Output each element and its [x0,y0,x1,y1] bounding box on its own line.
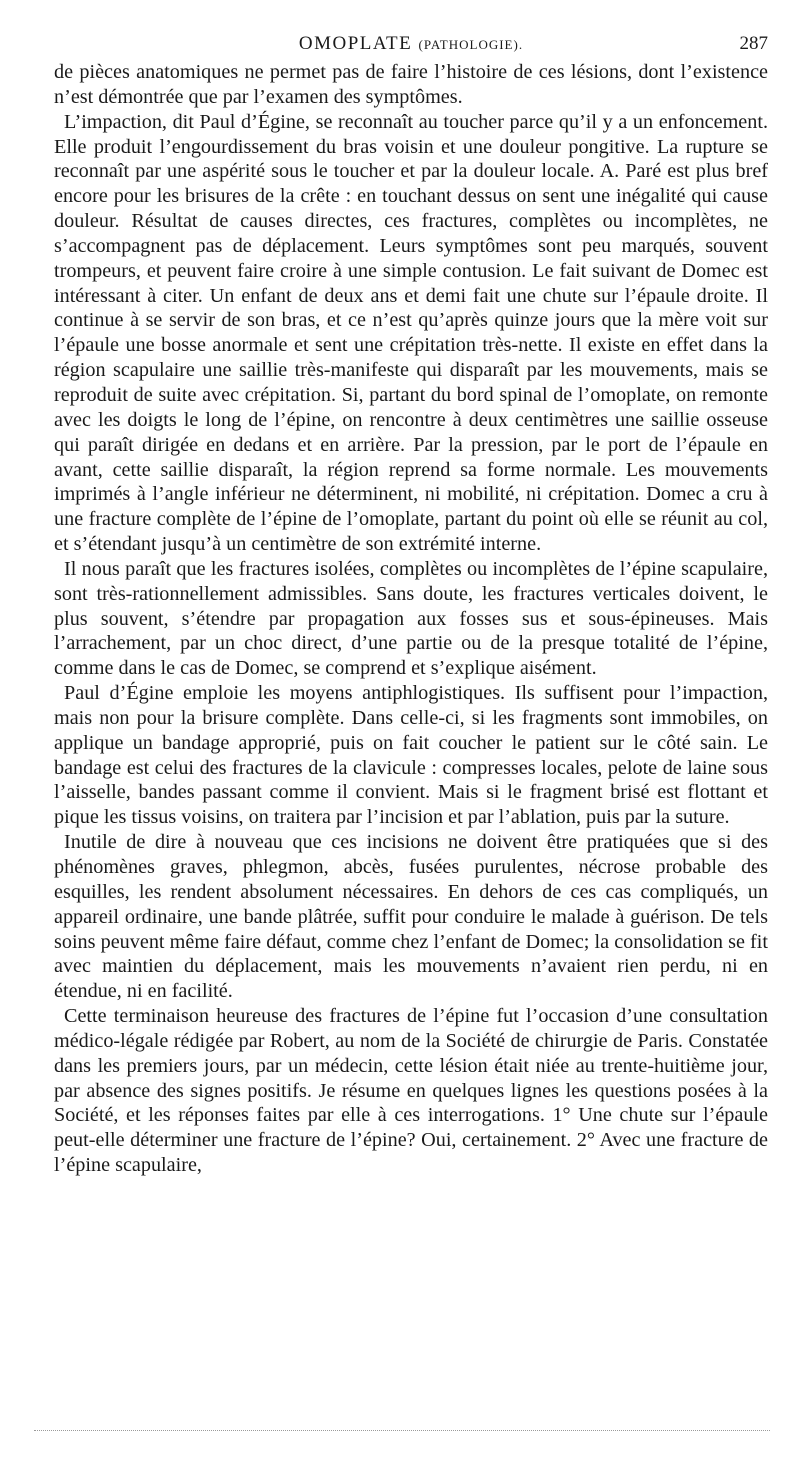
paragraph: L’impaction, dit Paul d’Égine, se reconnaît au toucher parce qu’il y a un enfoncement. Elle produit l’engourdissement du bras voisin et une douleur pongitive. La rupture se reconnaît par une aspérité sous le toucher et par la douleur locale. A. Paré est plus bref encore pour les brisures de la crête : en touchant dessus on sent une inégalité qui cause douleur. Résultat de causes directes, ces fractures, complètes ou incomplètes, ne s’accompagnent pas de déplacement. Leurs symptômes sont peu marqués, souvent trompeurs, et peuvent faire croire à une simple contusion. Le fait suivant de Domec est intéressant à citer. Un enfant de deux ans et demi fait une chute sur l’épaule droite. Il continue à se servir de son bras, et ce n’est qu’après quinze jours que la mère voit sur l’épaule une bosse anormale et sent une crépitation très-nette. Il existe en effet dans la région scapulaire une saillie très-manifeste qui disparaît par les mouvements, mais se reproduit de suite avec crépitation. Si, partant du bord spinal de l’omoplate, on remonte avec les doigts le long de l’épine, on rencontre à deux centimètres une saillie osseuse qui paraît dirigée en dedans et en arrière. Par la pression, par le port de l’épaule en avant, cette saillie disparaît, la région reprend sa forme normale. Les mouvements imprimés à l’angle inférieur ne déterminent, ni mobilité, ni crépitation. Domec a cru à une fracture complète de l’épine de l’omoplate, partant du point où elle se réunit au col, et s’étendant jusqu’à un centimètre de son extrémité interne. [54,110,768,556]
body-text [54,60,768,1178]
paragraph: Cette terminaison heureuse des fractures de l’épine fut l’occasion d’une consultation médico-légale rédigée par Robert, au nom de la Société de chirurgie de Paris. Constatée dans les premiers jours, par un médecin, cette lésion était niée au trente-huitième jour, par absence des signes positifs. Je résume en quelques lignes les questions posées à la Société, et les réponses faites par elle à ces interrogations. 1° Une chute sur l’épaule peut-elle déterminer une fracture de l’épine? Oui, certainement. 2° Avec une fracture de l’épine scapulaire, [54,1005,768,1177]
paragraph: Inutile de dire à nouveau que ces incisions ne doivent être pratiquées que si des phénomènes graves, phlegmon, abcès, fusées purulentes, nécrose probable des esquilles, les rendent absolument nécessaires. En dehors de ces cas compliqués, un appareil ordinaire, une bande plâtrée, suffit pour conduire le malade à guérison. De tels soins peuvent même faire défaut, comme chez l’enfant de Domec; la consolidation se fit avec maintien du déplacement, mais les mouvements n’avaient rien perdu, ni en étendue, ni en facilité. [54,831,768,1003]
paragraph: Il nous paraît que les fractures isolées, complètes ou incomplètes de l’épine scapulaire, sont très-rationnellement admissibles. Sans doute, les fractures verticales doivent, le plus souvent, s’étendre par propagation aux fosses sus et sous-épineuses. Mais l’arrachement, par un choc direct, d’une partie ou de la presque totalité de l’épine, comme dans le cas de Domec, se comprend et s’explique aisément. [54,557,768,680]
page-number: 287 [739,33,768,54]
footer-rule [34,1430,770,1431]
running-title [54,33,768,55]
paragraph-continued: de pièces anatomiques ne permet pas de faire l’histoire de ces lésions, dont l’existence n’est démontrée que par l’examen des symptômes. [54,61,768,108]
chapter-title: OMOPLATE [298,33,413,54]
chapter-subtitle: (PATHOLOGIE). [418,37,524,52]
running-head [54,33,768,57]
paragraph: Paul d’Égine emploie les moyens antiphlogistiques. Ils suffisent pour l’impaction, mais non pour la brisure complète. Dans celle-ci, si les fragments sont immobiles, on applique un bandage approprié, puis on fait coucher le patient sur le côté sain. Le bandage est celui des fractures de la clavicule : compresses locales, pelote de laine sous l’aisselle, bandes passant comme il convient. Mais si le fragment brisé est flottant et pique les tissus voisins, on traitera par l’incision et par l’ablation, puis par la suture. [54,682,768,829]
